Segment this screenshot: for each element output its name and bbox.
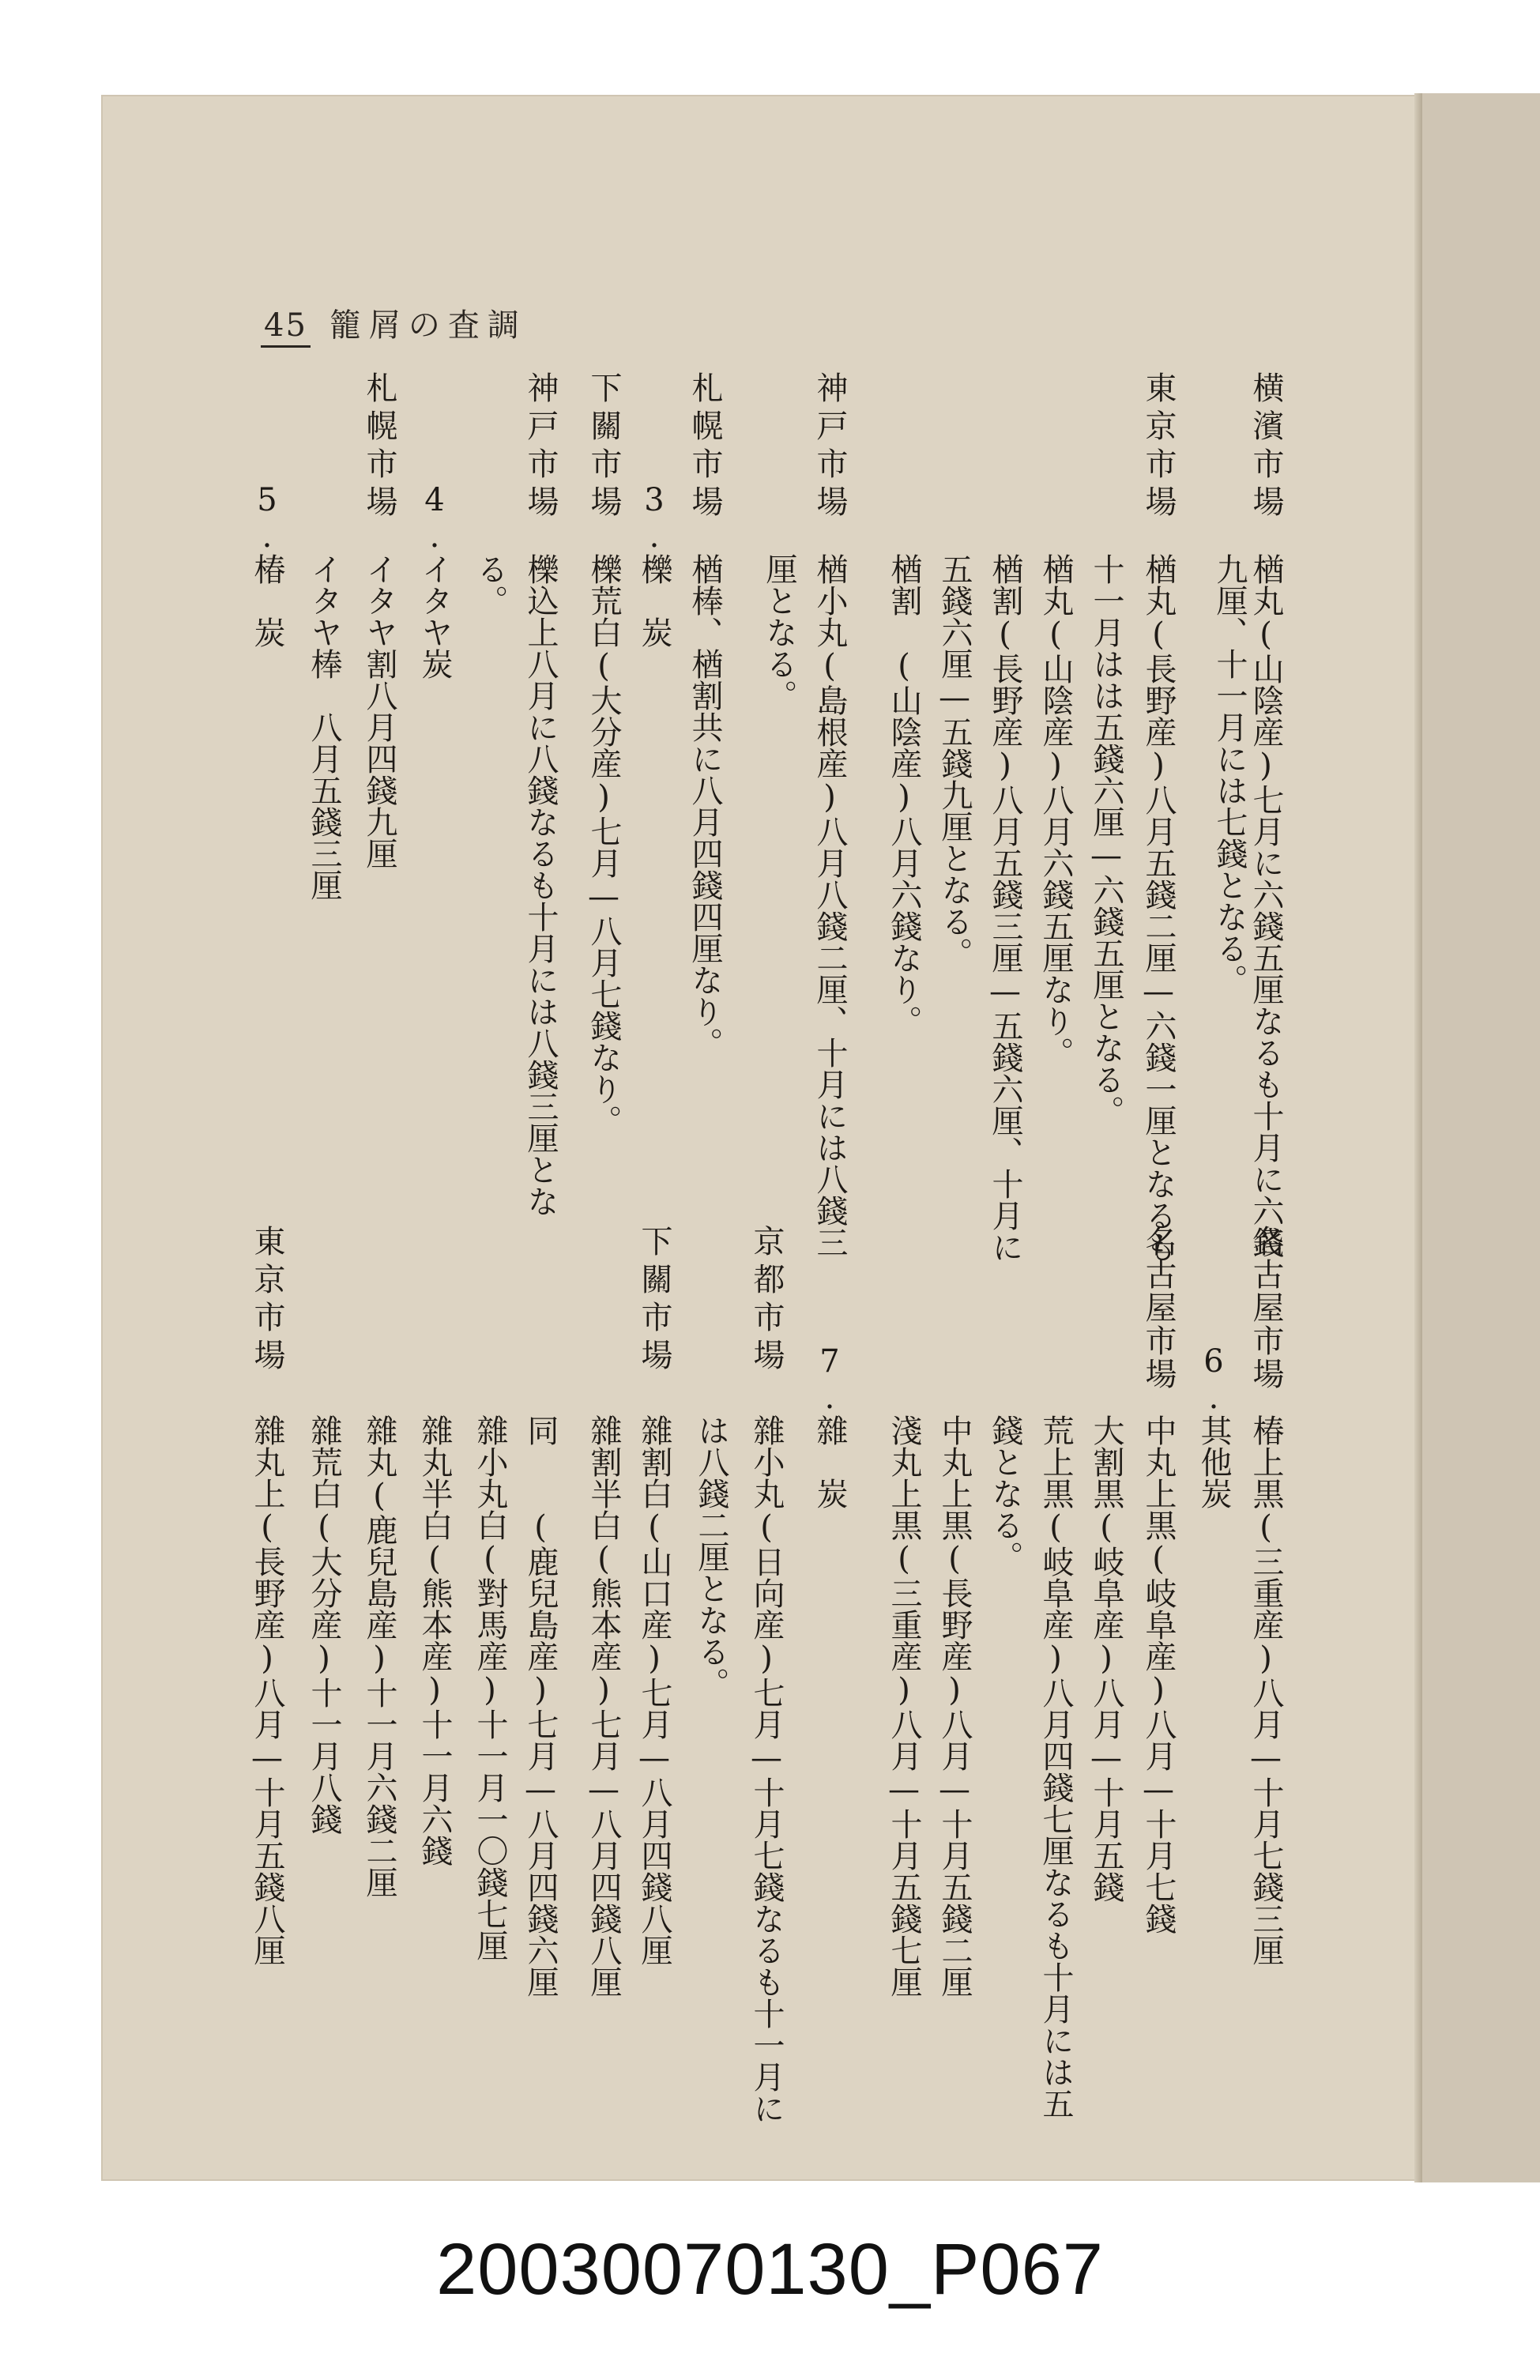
text-column: 大割黒(岐阜産)八月—十月五錢	[1088, 1414, 1124, 1903]
section-number: 6.	[1195, 1343, 1232, 1416]
text-column-indent: 楢割	[886, 553, 922, 616]
market-label: 名古屋市場	[1248, 1225, 1284, 1391]
text-column: 九厘、十一月には七錢となる。	[1211, 553, 1248, 996]
section-number: 4.	[416, 482, 453, 555]
running-header	[261, 300, 527, 348]
text-column: 楢割(長野産)八月五錢三厘—五錢六厘、十月に	[987, 553, 1023, 1263]
text-column: は八錢二厘となる。	[693, 1414, 729, 1699]
text-column: 楢小丸(島根産)八月八錢二厘、十月には八錢三	[811, 553, 848, 1258]
market-label: 札幌市場	[361, 371, 397, 523]
text-column: 椿上黒(三重産)八月—十月七錢三厘	[1248, 1414, 1284, 1966]
market-label: 東京市場	[249, 1225, 285, 1376]
text-column: 厘となる。	[761, 553, 797, 711]
section-number: 5.	[249, 482, 285, 555]
text-column: イタヤ棒 八月五錢三厘	[306, 553, 342, 901]
text-column: 楢棒、楢割共に八月四錢四厘なり。	[687, 553, 723, 1059]
text-column: 五錢六厘—五錢九厘となる。	[936, 553, 973, 969]
text-column: 雜丸上(長野産)八月—十月五錢八厘	[249, 1414, 285, 1966]
text-column: 同 (鹿兒島産)七月—八月四錢六厘	[522, 1414, 559, 1998]
text-column: 十一月はは五錢六厘—六錢五厘となる。	[1088, 553, 1124, 1127]
section-heading: 櫟 炭	[636, 553, 672, 648]
market-label: 東京市場	[1140, 371, 1177, 523]
market-label: 下關市場	[586, 371, 622, 523]
page-number: 45	[261, 307, 311, 348]
section-heading: 其他炭	[1195, 1414, 1232, 1509]
text-column: 荒上黒(岐阜産)八月四錢七厘なるも十月には五	[1037, 1414, 1074, 2119]
text-column: 雜小丸(日向産)七月—十月七錢なるも十一月に	[748, 1414, 785, 2124]
section-heading: イタヤ炭	[416, 553, 453, 680]
text-column: 雜荒白(大分産)十一月八錢	[306, 1414, 342, 1835]
market-label: 神戸市場	[522, 371, 559, 523]
text-column: 雜割白(山口産)七月—八月四錢八厘	[636, 1414, 672, 1966]
market-label: 名古屋市場	[1140, 1225, 1177, 1391]
text-column: 淺丸上黒(三重産)八月—十月五錢七厘	[886, 1414, 922, 1998]
text-column: 楢丸(長野産)八月五錢二厘—六錢一厘となるも	[1140, 553, 1177, 1263]
section-heading: 雜 炭	[811, 1414, 848, 1509]
text-column: 雜小丸白(對馬産)十一月一〇錢七厘	[472, 1414, 508, 1961]
section-number: 7.	[811, 1343, 848, 1416]
market-label: 札幌市場	[687, 371, 723, 523]
market-label: 下關市場	[636, 1225, 672, 1376]
market-label: 神戸市場	[811, 371, 848, 523]
text-column: 雜割半白(熊本産)七月—八月四錢八厘	[586, 1414, 622, 1998]
text-column: 櫟荒白(大分産)七月—八月七錢なり。	[586, 553, 622, 1136]
text-column: 雜丸半白(熊本産)十一月六錢	[416, 1414, 453, 1866]
text-column: 楢丸(山陰産)七月に六錢五厘なるも十月に六錢	[1248, 553, 1284, 1258]
market-label: 横濱市場	[1248, 371, 1284, 523]
section-number: 3.	[636, 482, 672, 555]
text-column: 中丸上黒(長野産)八月—十月五錢二厘	[936, 1414, 973, 1998]
text-column: (山陰産)八月六錢なり。	[886, 648, 922, 1037]
section-heading: 椿 炭	[249, 553, 285, 648]
archive-caption: 20030070130_P067	[436, 2229, 1104, 2310]
text-column: 櫟込上八月に八錢なるも十月には八錢三厘とな	[522, 553, 559, 1217]
text-column: 錢となる。	[987, 1414, 1023, 1572]
text-column: イタヤ割八月四錢九厘	[361, 553, 397, 869]
text-column: る。	[472, 553, 508, 616]
text-column: 雜丸(鹿兒島産)十一月六錢二厘	[361, 1414, 397, 1898]
market-label: 京都市場	[748, 1225, 785, 1376]
text-column: 中丸上黒(岐阜産)八月—十月七錢	[1140, 1414, 1177, 1934]
running-title: 籠屑の査調	[329, 307, 527, 344]
text-column: 楢丸(山陰産)八月六錢五厘なり。	[1037, 553, 1074, 1068]
adjacent-page-edge	[1422, 93, 1540, 2182]
